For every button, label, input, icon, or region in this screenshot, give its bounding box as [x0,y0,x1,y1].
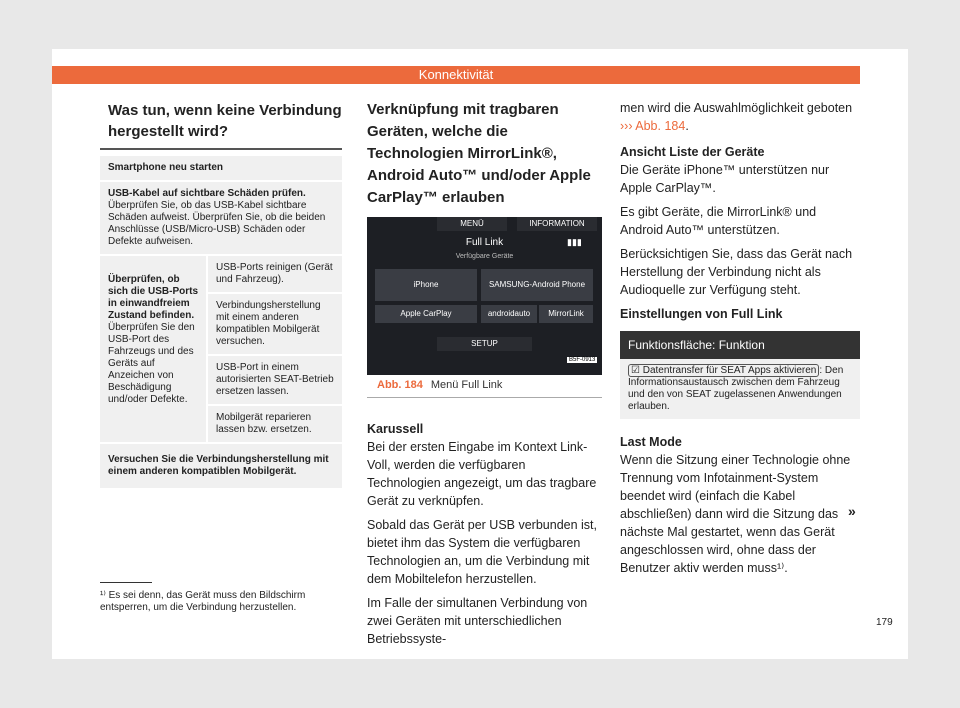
table-cell: USB-Ports reinigen (Gerät und Fahrzeug). [208,256,342,294]
figure-code: B5F-0913 [569,357,596,363]
footnote-rule [100,582,152,583]
table-cell [100,256,208,442]
section-header: Konnektivität [52,66,860,84]
samsung-button[interactable]: SAMSUNG-Android Phone [481,269,593,301]
android-button[interactable]: androidauto [481,305,537,323]
paragraph: Im Falle der simultanen Verbindung von zwei Geräten mit unterschiedlichen Betriebssyste- [367,596,588,646]
subheading: Ansicht Liste der Geräte [620,145,765,159]
paragraph: Wenn die Sitzung einer Technologie ohne Trennung vom Infotainment-System beendet wird (einfach die Kabel abschließen) dann wird die Sitzung das nächste Mal gestartet, wenn das Gerät angeschlossen wird, ohne dass der Benutzer aktiv werden muss¹⁾. [620,453,851,575]
table-cell: USB-Port in einem autorisierten SEAT-Betrieb ersetzen lassen. [208,356,342,406]
function-box [620,331,860,419]
table-row [100,256,342,444]
iphone-button[interactable]: iPhone [375,269,477,301]
divider [100,148,342,150]
row-title: USB-Kabel auf sichtbare Schäden prüfen. [108,188,306,199]
table-cell: Verbindungsherstellung mit einem anderen kompatiblen Mobilgerät versuchen. [208,294,342,356]
menu-tab[interactable]: MENÜ [437,217,507,231]
row-text: Überprüfen Sie, ob das USB-Kabel sichtbare Schäden aufweist. Überprüfen Sie, ob die beiden Anschlüsse (USB/Micro-USB) Schäden oder Defekte aufweisen. [108,200,326,247]
table-cell: Mobilgerät reparieren lassen bzw. ersetzen. [216,412,312,435]
figure-reference[interactable]: ››› Abb. 184 [620,119,686,133]
middle-body [367,420,602,648]
paragraph: Berücksichtigen Sie, dass das Gerät nach Herstellung der Verbindung nicht als Audioquelle zur Verfügung steht. [620,247,853,297]
signal-icon: ▮▮▮ [567,237,582,247]
left-column [100,100,342,488]
box-heading: Funktionsfläche: Funktion [620,331,860,359]
footnote: ¹⁾ Es sei denn, das Gerät muss den Bildschirm entsperren, um die Verbindung herzustellen. [100,590,306,613]
table-row [100,182,342,256]
screen-title: Full Link [465,237,504,248]
troubleshoot-table [100,156,342,488]
page-number: 179 [876,617,893,628]
left-heading: Was tun, wenn keine Verbindung hergestellt wird? [108,102,342,140]
cell-title: Überprüfen, ob sich die USB-Ports in einwandfreiem Zustand befinden. [108,274,199,321]
mirrorlink-button[interactable]: MirrorLink [539,305,593,323]
figure-number: Abb. 184 [377,379,423,391]
subheading: Einstellungen von Full Link [620,307,783,321]
middle-heading: Verknüpfung mit tragbaren Geräten, welche die Technologien MirrorLink®, Android Auto™ und/oder Apple CarPlay™ erlauben [367,101,591,206]
paragraph: Bei der ersten Eingabe im Kontext Link-Voll, werden die verfügbaren Technologien angezeigt, um das tragbare Gerät zu verknüpfen. [367,440,597,508]
karussell-title: Karussell [367,422,424,436]
setup-button[interactable]: SETUP [437,337,532,351]
box-text: : Den Informationsaustausch zwischen dem Fahrzeug und den von SEAT zugelassenen Anwendungen erlauben. [628,365,844,412]
cell-text: Überprüfen Sie den USB-Port des Fahrzeugs und des Geräts auf Anzeichen von Beschädigung und/oder Defekte. [108,322,195,405]
middle-column [367,99,602,654]
subheading: Last Mode [620,435,682,449]
continue-icon: » [848,503,856,519]
paragraph: Sobald das Gerät per USB verbunden ist, bietet ihm das System die verfügbaren Technologien an, um die Verbindung mit dem Mobiltelefon herzustellen. [367,518,597,586]
right-column: men wird die Auswahlmöglichkeit geboten ››› Abb. 184. Ansicht Liste der Geräte Die Geräte iPhone™ unterstützen nur Apple CarPlay™. Es gibt Geräte, die MirrorLink® und Android Auto™ unterstützen. Berücksichtigen Sie, dass das Gerät nach Herstellung der Verbindung nicht als Audioquelle zur Verfügung steht. Einstellungen von Full Link Funktionsfläche: Funktion ☑ Datentransfer für SEAT Apps aktivieren : Den Informationsaustausch zwischen dem Fahrzeug und den von SEAT zugelassenen Anwendungen erlauben. Last Mode Wenn die Sitzung einer Technologie ohne Trennung vom Infotainment-System beendet wird (einfach die Kabel abschließen) dann wird die Sitzung das nächste Mal gestartet, wenn das Gerät angeschlossen wird, ohne dass der Benutzer aktiv werden muss¹⁾. [620,99,860,583]
figure-caption [367,375,602,398]
paragraph: Die Geräte iPhone™ unterstützen nur Apple CarPlay™. [620,163,830,195]
paragraph: men wird die Auswahlmöglichkeit geboten [620,101,853,115]
table-row: Smartphone neu starten [100,156,342,182]
info-tab[interactable]: INFORMATION [517,217,597,231]
carplay-button[interactable]: Apple CarPlay [375,305,477,323]
screen-subtitle: Verfügbare Geräte [455,253,514,260]
infotainment-screen [367,217,602,375]
checkbox-label[interactable]: ☑ Datentransfer für SEAT Apps aktivieren [628,364,819,377]
paragraph: Es gibt Geräte, die MirrorLink® und Android Auto™ unterstützen. [620,205,817,237]
box-body [620,359,860,419]
table-row: Versuchen Sie die Verbindungsherstellung mit einem anderen kompatiblen Mobilgerät. [108,454,329,477]
figure-text: Menü Full Link [430,379,503,391]
